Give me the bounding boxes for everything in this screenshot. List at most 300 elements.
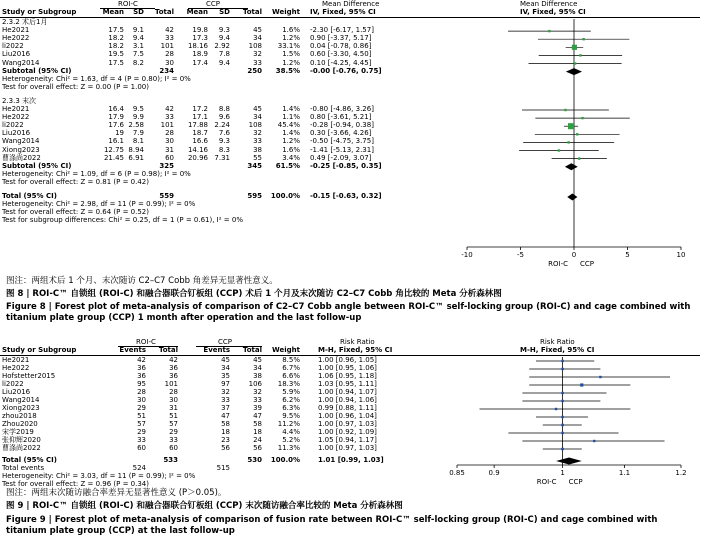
ci: 1.00 [0.95, 1.06]	[318, 364, 377, 372]
study-name: Liu2016	[2, 129, 31, 138]
header-total1: Total	[154, 8, 174, 16]
ci: 1.00 [0.94, 1.07]	[318, 388, 377, 396]
total-roic: 60	[165, 153, 174, 162]
total-ccp: 45	[253, 105, 262, 113]
mean-ccp: 17.2	[192, 105, 208, 113]
total-roic: 30	[165, 58, 174, 67]
mean-roic: 19.5	[108, 50, 124, 59]
weight: 6.2%	[282, 396, 300, 404]
mean-ccp: 18.7	[192, 129, 208, 138]
sd-ccp: 8.8	[218, 105, 230, 113]
header-mean2: Mean	[186, 8, 208, 16]
events-ccp: 97	[221, 380, 230, 388]
mean-ccp: 18.16	[187, 42, 208, 51]
mean-roic: 16.1	[108, 137, 124, 146]
sd-ccp: 7.31	[214, 153, 230, 162]
subtotal-total-roic: 234	[159, 66, 174, 75]
sd-roic: 2.58	[128, 121, 144, 130]
ci: -2.30 [-6.17, 1.57]	[310, 26, 374, 35]
study-name: Zhou2020	[2, 420, 38, 428]
total-ci: -0.15 [-0.63, 0.32]	[310, 192, 382, 200]
effect-square	[558, 149, 560, 151]
effect-square	[561, 400, 563, 402]
header-weight: Weight	[272, 8, 300, 16]
total-ccp: 33	[253, 58, 262, 67]
ci: -0.80 [-4.86, 3.26]	[310, 105, 374, 113]
total-ccp: 530	[247, 456, 262, 464]
events-ccp: 33	[221, 396, 230, 404]
ci: 1.00 [0.97, 1.03]	[318, 420, 377, 428]
sd-ccp: 8.3	[218, 145, 230, 154]
effect-square	[555, 408, 557, 410]
header-total1: Total	[158, 346, 178, 354]
x-tick-label: -5	[517, 251, 524, 259]
weight: 45.4%	[277, 121, 300, 130]
events-roic: 28	[137, 388, 146, 396]
events-ccp: 35	[221, 372, 230, 380]
subtotal-weight: 38.5%	[275, 66, 300, 75]
header-ccp: CCP	[206, 0, 220, 8]
total-roic: 30	[165, 137, 174, 146]
ci: -1.41 [-5.13, 2.31]	[310, 145, 374, 154]
sd-roic: 9.4	[132, 34, 144, 43]
events-ccp: 37	[221, 404, 230, 412]
overall-effect-text: Test for overall effect: Z = 0.00 (P = 1.00)	[2, 82, 149, 91]
total-ccp: 47	[253, 412, 262, 420]
total-ccp: 32	[253, 50, 262, 59]
mean-roic: 19	[115, 129, 124, 138]
header-sd2: SD	[219, 8, 230, 16]
figure-9-note: 图注：两组末次随访融合率差异无显著性意义 (P＞0.05)。	[6, 488, 227, 498]
events-roic: 57	[137, 420, 146, 428]
effect-square	[568, 123, 574, 129]
study-name: li2022	[2, 121, 24, 130]
total-ccp: 32	[253, 388, 262, 396]
x-tick-label: 0.9	[488, 469, 500, 477]
weight: 33.1%	[277, 42, 300, 51]
total-ccp: 24	[253, 436, 262, 444]
header-row	[0, 8, 586, 17]
header-events1: Events	[119, 346, 146, 354]
total-roic: 42	[165, 26, 174, 35]
study-name: He2021	[2, 356, 30, 364]
total-roic: 28	[165, 50, 174, 59]
overall-effect-text: Test for overall effect: Z = 0.64 (P = 0.52)	[2, 208, 149, 217]
effect-square	[561, 368, 563, 370]
header-md: Mean Difference	[322, 0, 380, 8]
total-ccp: 56	[253, 444, 262, 452]
subtotal-label: Subtotal (95% CI)	[2, 161, 72, 170]
effect-square	[576, 133, 578, 135]
weight: 11.2%	[277, 420, 300, 428]
weight: 6.7%	[282, 364, 300, 372]
study-name: Liu2016	[2, 388, 31, 396]
subtotal-weight: 61.5%	[275, 161, 300, 170]
total-ccp: 32	[253, 129, 262, 138]
ci: 0.49 [-2.09, 3.07]	[310, 153, 372, 162]
study-name: 曹涤尚2022	[2, 153, 41, 162]
total-label: Total (95% CI)	[2, 192, 57, 200]
subtotal-total-ccp: 345	[247, 161, 262, 170]
total-roic: 42	[165, 105, 174, 113]
mean-ccp: 17.3	[192, 34, 208, 43]
weight: 5.2%	[282, 436, 300, 444]
total-ccp: 58	[253, 420, 262, 428]
header-ci: IV, Fixed, 95% CI	[310, 8, 376, 16]
events-ccp: 47	[221, 412, 230, 420]
effect-square	[581, 117, 583, 119]
x-tick-label: 0	[571, 251, 577, 259]
total-ccp: 39	[253, 404, 262, 412]
ci: 1.06 [0.95, 1.18]	[318, 372, 377, 380]
ci: -0.28 [-0.94, 0.38]	[310, 121, 374, 130]
ci: 0.60 [-3.30, 4.50]	[310, 50, 372, 59]
weight: 11.3%	[277, 444, 300, 452]
mean-ccp: 17.1	[192, 113, 208, 122]
weight: 1.4%	[282, 129, 300, 138]
mean-roic: 12.75	[103, 145, 124, 154]
mean-ccp: 20.96	[187, 153, 208, 162]
x-axis-left-label: ROI-C	[536, 478, 557, 486]
total-weight: 100.0%	[270, 192, 300, 200]
effect-square	[579, 54, 581, 56]
overall-effect-text: Test for overall effect: Z = 0.96 (P = 0.34)	[2, 480, 149, 488]
total-ccp: 34	[253, 364, 262, 372]
heterogeneity-text: Heterogeneity: Chi² = 3.03, df = 11 (P = 0.99); I² = 0%	[2, 472, 196, 480]
events-roic: 51	[137, 412, 146, 420]
header-ci: M-H, Fixed, 95% CI	[318, 346, 393, 354]
events-ccp: 34	[221, 364, 230, 372]
total-ccp: 34	[253, 113, 262, 122]
total-roic: 559	[159, 192, 174, 200]
sd-roic: 8.1	[132, 137, 144, 146]
mean-roic: 16.4	[108, 105, 124, 113]
study-name: He2022	[2, 364, 30, 372]
figure-8-caption-en-label: Figure 8 |	[6, 302, 52, 312]
total-roic: 42	[169, 356, 178, 364]
figure-8-note: 图注：两组术后 1 个月、末次随访 C2–C7 Cobb 角差异无显著性意义。	[6, 276, 278, 286]
mean-ccp: 17.4	[192, 58, 208, 67]
effect-square	[561, 432, 563, 434]
effect-square	[561, 360, 563, 362]
study-name: He2021	[2, 105, 30, 113]
events-roic: 33	[137, 436, 146, 444]
header-roi: ROI-C	[136, 338, 156, 346]
ci: 0.10 [-4.25, 4.45]	[310, 58, 372, 67]
weight: 1.5%	[282, 50, 300, 59]
events-ccp: 58	[221, 420, 230, 428]
total-roic: 33	[165, 113, 174, 122]
total-ci: 1.01 [0.99, 1.03]	[318, 456, 384, 464]
study-name: li2022	[2, 42, 24, 51]
subgroup-test-text: Test for subgroup differences: Chi² = 0.25, df = 1 (P = 0.61), I² = 0%	[2, 216, 243, 225]
mean-roic: 18.2	[108, 34, 124, 43]
header-mean1: Mean	[102, 8, 124, 16]
header-study: Study or Subgroup	[2, 346, 77, 354]
heterogeneity-text: Heterogeneity: Chi² = 2.98, df = 11 (P = 0.99); I² = 0%	[2, 200, 196, 209]
effect-square	[548, 30, 550, 32]
events-ccp: 18	[221, 428, 230, 436]
subtotal-total-roic: 325	[159, 161, 174, 170]
ci: 0.80 [-3.61, 5.21]	[310, 113, 372, 122]
sd-roic: 8.2	[132, 58, 144, 67]
sd-roic: 9.1	[132, 26, 144, 35]
table-row	[0, 445, 455, 453]
total-roic: 36	[169, 364, 178, 372]
effect-square	[599, 376, 601, 378]
weight: 8.5%	[282, 356, 300, 364]
weight: 4.4%	[282, 428, 300, 436]
study-name: 张仰辉2020	[2, 436, 41, 444]
study-name: Wang2014	[2, 396, 40, 404]
weight: 9.5%	[282, 412, 300, 420]
subtotal-ci: -0.00 [-0.76, 0.75]	[310, 66, 382, 75]
study-name: 曹涤尚2022	[2, 444, 41, 452]
ci: 1.05 [0.94, 1.17]	[318, 436, 377, 444]
figure-9-caption-en-text: Forest plot of meta-analysis of comparison of fusion rate between ROI-C™ self-locking group (ROI-C) and cage combined with titanium plate group (CCP) at the last follow-up	[6, 515, 658, 536]
sd-roic: 7.5	[132, 50, 144, 59]
mean-ccp: 17.88	[187, 121, 208, 130]
x-tick-label: 1.1	[618, 469, 631, 477]
total-ccp: 55	[253, 153, 262, 162]
study-name: Wang2014	[2, 137, 40, 146]
weight: 1.2%	[282, 34, 300, 43]
effect-square	[578, 157, 580, 159]
mean-ccp: 16.6	[192, 137, 208, 146]
weight: 1.2%	[282, 58, 300, 67]
subgroup-test-row	[0, 217, 455, 225]
events-ccp: 23	[221, 436, 230, 444]
study-name: He2022	[2, 34, 30, 43]
total-roic: 31	[169, 404, 178, 412]
figure-9-panel	[0, 338, 704, 556]
figure-8-caption-cn: 图 8 | ROI-C™ 自锁组 (ROI-C) 和融合器联合钉板组 (CCP) 术后 1 个月及末次随访 C2–C7 Cobb 角比较的 Meta 分析森林图	[6, 289, 502, 299]
header-ci-plot: IV, Fixed, 95% CI	[520, 8, 586, 16]
total-roic: 36	[169, 372, 178, 380]
total-roic: 101	[160, 42, 174, 51]
sd-roic: 9.5	[132, 105, 144, 113]
weight: 6.6%	[282, 372, 300, 380]
header-md-plot: Mean Difference	[520, 0, 578, 8]
events-roic: 36	[137, 364, 146, 372]
ci: 1.00 [0.94, 1.06]	[318, 396, 377, 404]
x-tick-label: 1	[560, 469, 565, 477]
mean-roic: 21.45	[103, 153, 124, 162]
ci: 0.30 [-3.66, 4.26]	[310, 129, 372, 138]
effect-square	[574, 62, 576, 64]
subtotal-ci: -0.25 [-0.85, 0.35]	[310, 161, 382, 170]
sd-roic: 9.9	[132, 113, 144, 122]
subtotal-total-ccp: 250	[247, 66, 262, 75]
overall-effect-text: Test for overall effect: Z = 0.81 (P = 0.42)	[2, 177, 149, 186]
x-tick-label: 10	[676, 251, 686, 259]
mean-roic: 18.2	[108, 42, 124, 51]
ci: 1.00 [0.92, 1.09]	[318, 428, 377, 436]
effect-square	[567, 141, 569, 143]
effect-square	[561, 392, 563, 394]
weight: 1.1%	[282, 113, 300, 122]
sd-ccp: 9.4	[218, 58, 230, 67]
overall-effect-row	[0, 179, 455, 187]
sd-ccp: 2.24	[214, 121, 230, 130]
total-roic: 51	[169, 412, 178, 420]
sd-roic: 6.91	[128, 153, 144, 162]
events-roic: 42	[137, 356, 146, 364]
sd-roic: 3.1	[132, 42, 144, 51]
ci: -0.50 [-4.75, 3.75]	[310, 137, 374, 146]
summary-diamond	[556, 458, 582, 465]
total-ccp: 45	[253, 356, 262, 364]
figure-8-caption-en-text: Forest plot of meta-analysis of comparison of C2–C7 Cobb angle between ROI-C™ self-locking group (ROI-C) and cage combined with titanium plate group (CCP) 1 month after operation and the last follow-up	[6, 302, 691, 323]
total-ccp: 108	[248, 42, 262, 51]
mean-ccp: 14.16	[187, 145, 208, 154]
mean-ccp: 19.8	[192, 26, 208, 35]
total-roic: 29	[169, 428, 178, 436]
total-roic: 533	[163, 456, 178, 464]
header-events2: Events	[203, 346, 230, 354]
header-ccp: CCP	[218, 338, 232, 346]
ci: 0.90 [-3.37, 5.17]	[310, 34, 372, 43]
header-rr: Risk Ratio	[340, 338, 375, 346]
overall-effect-row	[0, 84, 455, 92]
weight: 1.6%	[282, 26, 300, 35]
total-ccp: 33	[253, 137, 262, 146]
sd-ccp: 7.8	[218, 50, 230, 59]
ci: 0.04 [-0.78, 0.86]	[310, 42, 372, 51]
sd-ccp: 9.3	[218, 137, 230, 146]
header-total2: Total	[242, 346, 262, 354]
events-ccp: 56	[221, 444, 230, 452]
total-ccp: 38	[253, 372, 262, 380]
sd-ccp: 9.4	[218, 34, 230, 43]
x-tick-label: -10	[461, 251, 473, 259]
sd-roic: 8.94	[128, 145, 144, 154]
figure-8-forest-plot	[455, 0, 695, 290]
total-ccp: 108	[248, 121, 262, 130]
total-weight: 100.0%	[270, 456, 300, 464]
total-label: Total (95% CI)	[2, 456, 57, 464]
ci: 1.00 [0.96, 1.05]	[318, 356, 377, 364]
study-name: Hofstetter2015	[2, 372, 56, 380]
x-tick-label: 0.85	[449, 469, 465, 477]
events-ccp: 45	[221, 356, 230, 364]
total-roic: 60	[169, 444, 178, 452]
study-name: He2022	[2, 113, 30, 122]
events-roic: 95	[137, 380, 146, 388]
study-name: 宋学2019	[2, 428, 34, 436]
weight: 3.4%	[282, 153, 300, 162]
effect-square	[561, 416, 563, 418]
total-roic: 33	[165, 34, 174, 43]
x-axis-right-label: CCP	[568, 478, 583, 486]
figure-9-caption-cn: 图 9 | ROI-C™ 自锁组 (ROI-C) 和融合器联合钉板组 (CCP) 末次随访融合率比较的 Meta 分析森林图	[6, 501, 403, 511]
summary-diamond	[565, 163, 578, 170]
study-name: Wang2014	[2, 58, 40, 67]
header-roi: ROI-C	[118, 0, 138, 8]
events-roic: 30	[137, 396, 146, 404]
weight: 6.3%	[282, 404, 300, 412]
study-name: li2022	[2, 380, 24, 388]
total-ccp: 595	[247, 192, 262, 200]
x-tick-label: 1.2	[675, 469, 687, 477]
mean-roic: 17.5	[108, 58, 124, 67]
sd-ccp: 9.3	[218, 26, 230, 35]
header-row	[0, 346, 595, 355]
total-ccp: 38	[253, 145, 262, 154]
total-ccp: 45	[253, 26, 262, 35]
summary-diamond	[566, 68, 582, 75]
total-ccp: 33	[253, 396, 262, 404]
total-roic: 28	[169, 388, 178, 396]
total-roic: 28	[165, 129, 174, 138]
x-tick-label: 5	[625, 251, 630, 259]
x-axis-left-label: ROI-C	[548, 260, 568, 268]
subgroup-title-text: 2.3.2 术后1月	[2, 18, 48, 26]
ci: 1.00 [0.97, 1.03]	[318, 444, 377, 452]
total-ccp: 18	[253, 428, 262, 436]
header-ci-plot: M-H, Fixed, 95% CI	[520, 346, 595, 354]
weight: 1.6%	[282, 145, 300, 154]
mean-ccp: 18.9	[192, 50, 208, 59]
total-events-roic: 524	[132, 464, 146, 472]
ci: 1.03 [0.95, 1.11]	[318, 380, 377, 388]
study-name: zhou2018	[2, 412, 37, 420]
study-name: Xiong2023	[2, 404, 40, 412]
heterogeneity-text: Heterogeneity: Chi² = 1.63, df = 4 (P = 0.80); I² = 0%	[2, 74, 191, 83]
header-weight: Weight	[272, 346, 300, 354]
total-roic: 30	[169, 396, 178, 404]
figure-8-caption-en	[6, 302, 696, 324]
events-roic: 29	[137, 428, 146, 436]
subtotal-label: Subtotal (95% CI)	[2, 66, 72, 75]
total-ccp: 106	[248, 380, 262, 388]
figure-9-caption-en	[6, 515, 696, 537]
events-roic: 36	[137, 372, 146, 380]
weight: 1.4%	[282, 105, 300, 113]
header-total2: Total	[242, 8, 262, 16]
events-ccp: 32	[221, 388, 230, 396]
effect-square	[561, 448, 564, 451]
heterogeneity-text: Heterogeneity: Chi² = 1.09, df = 6 (P = 0.98); I² = 0%	[2, 169, 191, 178]
summary-diamond	[567, 194, 577, 201]
mean-roic: 17.9	[108, 113, 124, 122]
weight: 18.3%	[277, 380, 300, 388]
ci: 0.99 [0.88, 1.11]	[318, 404, 377, 412]
total-events-ccp: 515	[216, 464, 230, 472]
effect-square	[582, 38, 584, 40]
study-name: Xiong2023	[2, 145, 40, 154]
figure-9-forest-plot	[449, 338, 695, 488]
ci: 1.00 [0.96, 1.04]	[318, 412, 377, 420]
total-ccp: 34	[253, 34, 262, 43]
effect-square	[564, 109, 566, 111]
study-name: He2021	[2, 26, 30, 35]
study-name: Liu2016	[2, 50, 31, 59]
sd-ccp: 2.92	[214, 42, 230, 51]
effect-square	[572, 45, 577, 50]
header-sd1: SD	[133, 8, 144, 16]
events-roic: 60	[137, 444, 146, 452]
total-roic: 101	[164, 380, 178, 388]
figure-9-caption-en-label: Figure 9 |	[6, 515, 52, 525]
weight: 5.9%	[282, 388, 300, 396]
total-roic: 101	[160, 121, 174, 130]
x-axis-right-label: CCP	[580, 260, 594, 268]
mean-roic: 17.6	[108, 121, 124, 130]
sd-ccp: 7.6	[218, 129, 230, 138]
effect-square	[580, 383, 583, 386]
effect-square	[561, 424, 564, 427]
